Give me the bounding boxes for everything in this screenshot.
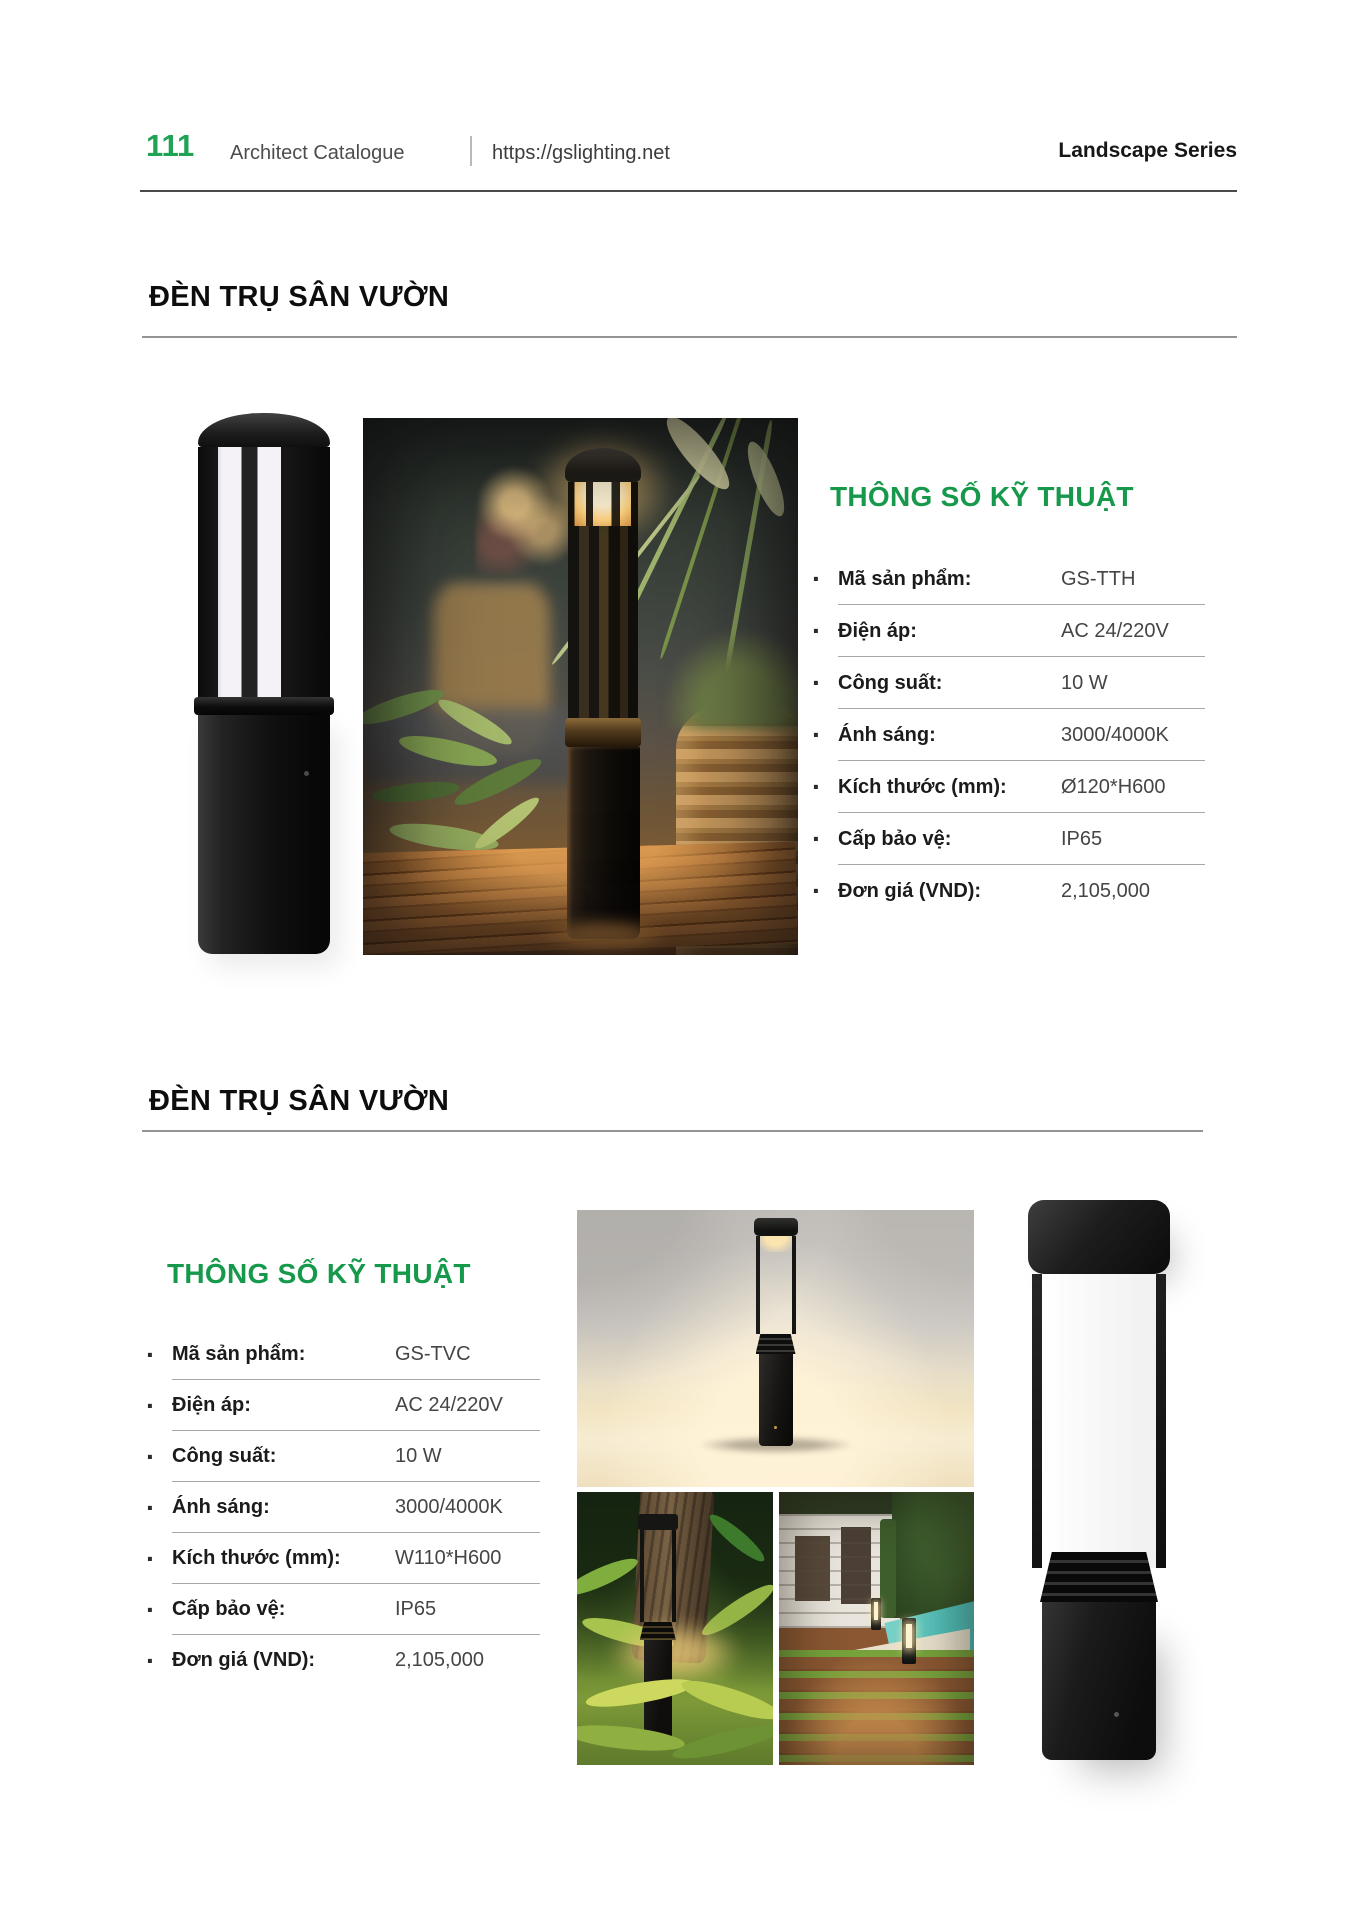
- spec-row-ip: [146, 1584, 540, 1635]
- spec-value: AC 24/220V: [395, 1394, 503, 1416]
- spec-value: W110*H600: [395, 1547, 502, 1569]
- bollard-rail-left: [640, 1530, 644, 1622]
- bollard-body: [1042, 1602, 1156, 1760]
- spec-value: 2,105,000: [395, 1649, 484, 1671]
- section1-spec-heading: THÔNG SỐ KỸ THUẬT: [830, 481, 1134, 512]
- spec-label: · Kích thước (mm):: [172, 1547, 341, 1569]
- spec-row-power: [146, 1431, 540, 1482]
- spec-row-price: [812, 865, 1205, 917]
- photo-vignette: [779, 1492, 974, 1765]
- spec-row-product-code: [812, 553, 1205, 605]
- spec-row-voltage: [812, 605, 1205, 657]
- spec-row-size: [146, 1533, 540, 1584]
- bollard-glow: [758, 1236, 794, 1252]
- spec-row-power: [812, 657, 1205, 709]
- spec-value: IP65: [1061, 827, 1103, 850]
- photo-square-bollard: [638, 1514, 678, 1750]
- spec-value: 3000/4000K: [395, 1496, 503, 1518]
- bollard-rail-left: [756, 1236, 760, 1334]
- bollard-cap: [638, 1514, 678, 1530]
- spec-label: · Cấp bảo vệ:: [838, 827, 952, 850]
- website-link[interactable]: https://gslighting.net: [492, 142, 670, 164]
- spec-row-light: [146, 1482, 540, 1533]
- product-image-square-bollard: [1028, 1200, 1170, 1760]
- courtyard-photo-pool-walkway: [779, 1492, 974, 1765]
- spec-label: · Ánh sáng:: [838, 723, 936, 746]
- spec-label: · Kích thước (mm):: [838, 775, 1007, 798]
- bollard-screw: [304, 771, 309, 776]
- lifestyle-photo-garden-night: [363, 418, 798, 955]
- spec-row-product-code: [146, 1329, 540, 1380]
- garden-photo-square-bollard: [577, 1492, 773, 1765]
- bollard-rail-right: [1156, 1274, 1166, 1568]
- product-image-round-bollard: [198, 413, 330, 954]
- section1-rule: [142, 336, 1237, 338]
- spec-label: · Đơn giá (VND):: [172, 1649, 316, 1671]
- photo-square-bollard: [754, 1218, 798, 1444]
- photo-vignette: [363, 418, 798, 955]
- spec-row-light: [812, 709, 1205, 761]
- header-divider: [470, 136, 472, 166]
- bollard-cap: [754, 1218, 798, 1236]
- spec-label: · Đơn giá (VND):: [838, 879, 982, 902]
- bollard-lamp-slots: [198, 447, 330, 697]
- bollard-stepped-head: [640, 1622, 676, 1640]
- studio-photo-square-bollard: [577, 1210, 974, 1487]
- catalogue-name: Architect Catalogue: [230, 142, 405, 164]
- header-rule: [140, 190, 1237, 192]
- spec-label: · Điện áp:: [838, 619, 917, 642]
- spec-value: Ø120*H600: [1061, 775, 1166, 798]
- spec-value: AC 24/220V: [1061, 619, 1169, 642]
- spec-label: · Điện áp:: [172, 1394, 251, 1416]
- series-name: Landscape Series: [1058, 139, 1237, 162]
- spec-value: 10 W: [395, 1445, 442, 1467]
- spec-label: · Ánh sáng:: [172, 1496, 270, 1518]
- spec-value: GS-TTH: [1061, 567, 1136, 590]
- spec-row-size: [812, 761, 1205, 813]
- spec-value: IP65: [395, 1598, 437, 1620]
- spec-label: · Mã sản phẩm:: [172, 1343, 306, 1365]
- bollard-body: [759, 1354, 793, 1446]
- spec-row-price: [146, 1635, 540, 1686]
- section2-rule: [142, 1130, 1203, 1132]
- bollard-rail-right: [792, 1236, 796, 1334]
- spec-label: · Mã sản phẩm:: [838, 567, 972, 590]
- spec-value: 2,105,000: [1061, 879, 1150, 902]
- bollard-rail-right: [672, 1530, 676, 1622]
- bollard-screw: [1114, 1712, 1119, 1717]
- bollard-indicator: [774, 1426, 777, 1429]
- spec-value: 3000/4000K: [1061, 723, 1169, 746]
- bollard-stepped-head: [756, 1334, 796, 1354]
- section2-title: ĐÈN TRỤ SÂN VƯỜN: [149, 1085, 450, 1117]
- section1-spec-table: [812, 553, 1205, 917]
- spec-label: · Công suất:: [838, 671, 943, 694]
- spec-row-voltage: [146, 1380, 540, 1431]
- bollard-cap: [198, 413, 330, 447]
- bollard-stepped-head: [1040, 1552, 1158, 1602]
- spec-value: 10 W: [1061, 671, 1108, 694]
- bollard-rail-left: [1032, 1274, 1042, 1568]
- spec-label: · Cấp bảo vệ:: [172, 1598, 286, 1620]
- page-number: 111: [146, 128, 195, 163]
- spec-label: · Công suất:: [172, 1445, 277, 1467]
- section2-spec-heading: THÔNG SỐ KỸ THUẬT: [167, 1258, 471, 1289]
- spec-value: GS-TVC: [395, 1343, 471, 1365]
- bollard-diffuser-panel: [1042, 1274, 1156, 1568]
- spec-row-ip: [812, 813, 1205, 865]
- bollard-collar: [194, 697, 334, 715]
- section2-spec-table: [146, 1329, 540, 1686]
- bollard-cap: [1028, 1200, 1170, 1274]
- bollard-body: [198, 715, 330, 954]
- section1-title: ĐÈN TRỤ SÂN VƯỜN: [149, 281, 450, 313]
